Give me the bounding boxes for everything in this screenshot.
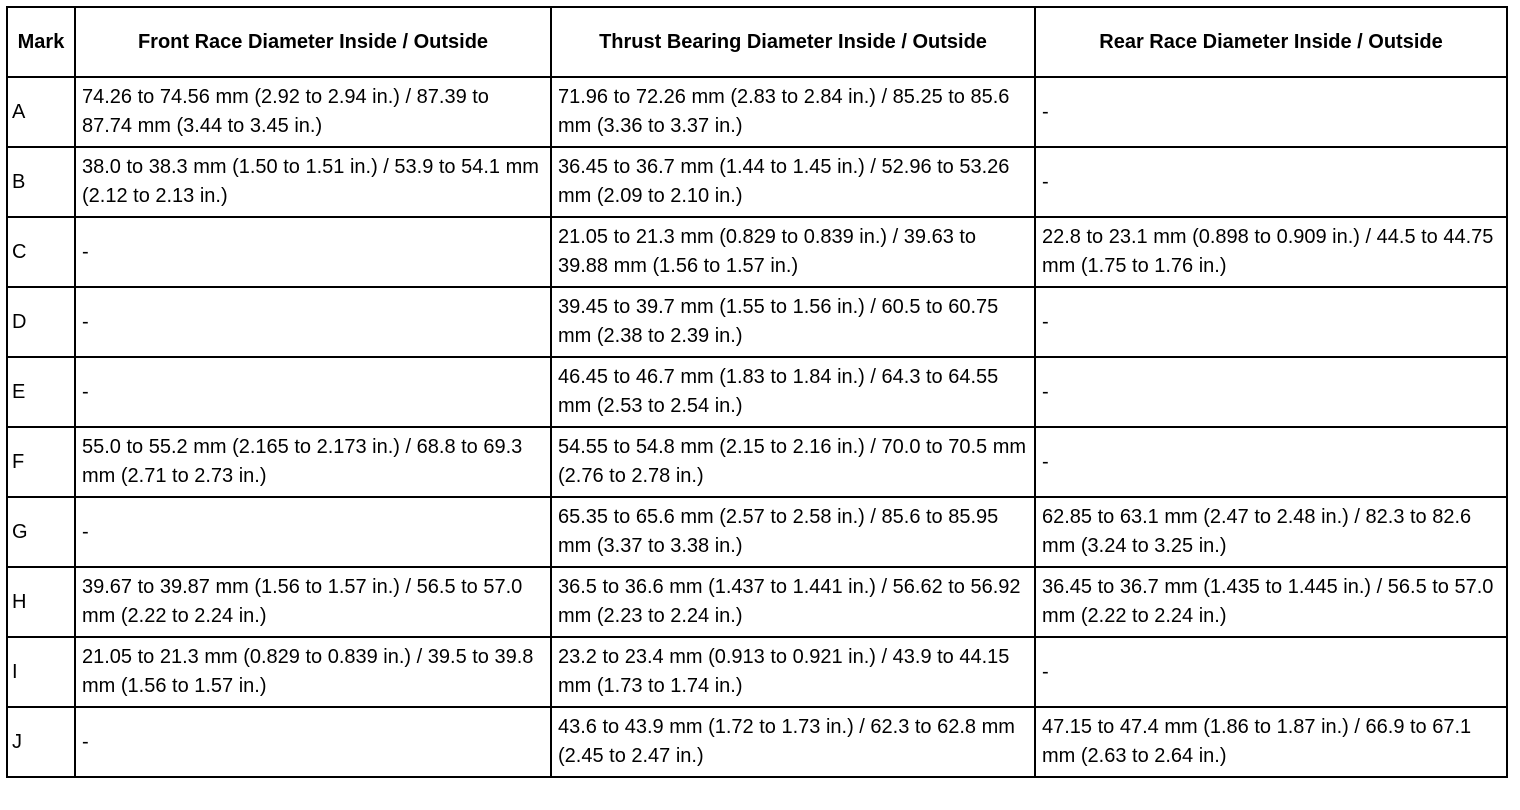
table-header	[7, 7, 1507, 77]
cell-mark: G	[7, 497, 75, 567]
cell-thrust-bearing: 39.45 to 39.7 mm (1.55 to 1.56 in.) / 60.5 to 60.75 mm (2.38 to 2.39 in.)	[551, 287, 1035, 357]
table-row	[7, 287, 1507, 357]
cell-thrust-bearing: 43.6 to 43.9 mm (1.72 to 1.73 in.) / 62.3 to 62.8 mm (2.45 to 2.47 in.)	[551, 707, 1035, 777]
cell-mark: E	[7, 357, 75, 427]
header-rear-race: Rear Race Diameter Inside / Outside	[1035, 7, 1507, 77]
cell-front-race: 39.67 to 39.87 mm (1.56 to 1.57 in.) / 56.5 to 57.0 mm (2.22 to 2.24 in.)	[75, 567, 551, 637]
cell-front-race: 55.0 to 55.2 mm (2.165 to 2.173 in.) / 68.8 to 69.3 mm (2.71 to 2.73 in.)	[75, 427, 551, 497]
table-row	[7, 357, 1507, 427]
cell-thrust-bearing: 54.55 to 54.8 mm (2.15 to 2.16 in.) / 70.0 to 70.5 mm (2.76 to 2.78 in.)	[551, 427, 1035, 497]
cell-front-race: 21.05 to 21.3 mm (0.829 to 0.839 in.) / 39.5 to 39.8 mm (1.56 to 1.57 in.)	[75, 637, 551, 707]
cell-front-race: -	[75, 707, 551, 777]
header-row	[7, 7, 1507, 77]
cell-front-race: -	[75, 497, 551, 567]
table-row	[7, 567, 1507, 637]
cell-front-race: -	[75, 287, 551, 357]
cell-thrust-bearing: 36.5 to 36.6 mm (1.437 to 1.441 in.) / 56.62 to 56.92 mm (2.23 to 2.24 in.)	[551, 567, 1035, 637]
cell-front-race: -	[75, 357, 551, 427]
bearing-spec-table-container	[6, 6, 1506, 778]
cell-mark: J	[7, 707, 75, 777]
cell-rear-race: 22.8 to 23.1 mm (0.898 to 0.909 in.) / 44.5 to 44.75 mm (1.75 to 1.76 in.)	[1035, 217, 1507, 287]
table-row	[7, 427, 1507, 497]
cell-thrust-bearing: 65.35 to 65.6 mm (2.57 to 2.58 in.) / 85.6 to 85.95 mm (3.37 to 3.38 in.)	[551, 497, 1035, 567]
cell-front-race: -	[75, 217, 551, 287]
table-row	[7, 147, 1507, 217]
cell-thrust-bearing: 23.2 to 23.4 mm (0.913 to 0.921 in.) / 43.9 to 44.15 mm (1.73 to 1.74 in.)	[551, 637, 1035, 707]
cell-mark: F	[7, 427, 75, 497]
header-thrust-bearing: Thrust Bearing Diameter Inside / Outside	[551, 7, 1035, 77]
cell-rear-race: 62.85 to 63.1 mm (2.47 to 2.48 in.) / 82.3 to 82.6 mm (3.24 to 3.25 in.)	[1035, 497, 1507, 567]
table-row	[7, 77, 1507, 147]
cell-thrust-bearing: 36.45 to 36.7 mm (1.44 to 1.45 in.) / 52.96 to 53.26 mm (2.09 to 2.10 in.)	[551, 147, 1035, 217]
cell-thrust-bearing: 21.05 to 21.3 mm (0.829 to 0.839 in.) / 39.63 to 39.88 mm (1.56 to 1.57 in.)	[551, 217, 1035, 287]
table-row	[7, 637, 1507, 707]
table-row	[7, 707, 1507, 777]
cell-rear-race: 47.15 to 47.4 mm (1.86 to 1.87 in.) / 66.9 to 67.1 mm (2.63 to 2.64 in.)	[1035, 707, 1507, 777]
cell-front-race: 74.26 to 74.56 mm (2.92 to 2.94 in.) / 87.39 to 87.74 mm (3.44 to 3.45 in.)	[75, 77, 551, 147]
cell-rear-race: -	[1035, 637, 1507, 707]
cell-rear-race: -	[1035, 357, 1507, 427]
header-front-race: Front Race Diameter Inside / Outside	[75, 7, 551, 77]
cell-rear-race: -	[1035, 427, 1507, 497]
bearing-spec-table	[6, 6, 1508, 778]
cell-rear-race: -	[1035, 147, 1507, 217]
table-row	[7, 217, 1507, 287]
cell-thrust-bearing: 71.96 to 72.26 mm (2.83 to 2.84 in.) / 85.25 to 85.6 mm (3.36 to 3.37 in.)	[551, 77, 1035, 147]
header-mark: Mark	[7, 7, 75, 77]
cell-rear-race: -	[1035, 77, 1507, 147]
table-body	[7, 77, 1507, 777]
cell-mark: D	[7, 287, 75, 357]
cell-rear-race: 36.45 to 36.7 mm (1.435 to 1.445 in.) / 56.5 to 57.0 mm (2.22 to 2.24 in.)	[1035, 567, 1507, 637]
cell-mark: A	[7, 77, 75, 147]
cell-mark: C	[7, 217, 75, 287]
cell-rear-race: -	[1035, 287, 1507, 357]
table-row	[7, 497, 1507, 567]
cell-mark: I	[7, 637, 75, 707]
cell-thrust-bearing: 46.45 to 46.7 mm (1.83 to 1.84 in.) / 64.3 to 64.55 mm (2.53 to 2.54 in.)	[551, 357, 1035, 427]
cell-front-race: 38.0 to 38.3 mm (1.50 to 1.51 in.) / 53.9 to 54.1 mm (2.12 to 2.13 in.)	[75, 147, 551, 217]
cell-mark: H	[7, 567, 75, 637]
cell-mark: B	[7, 147, 75, 217]
